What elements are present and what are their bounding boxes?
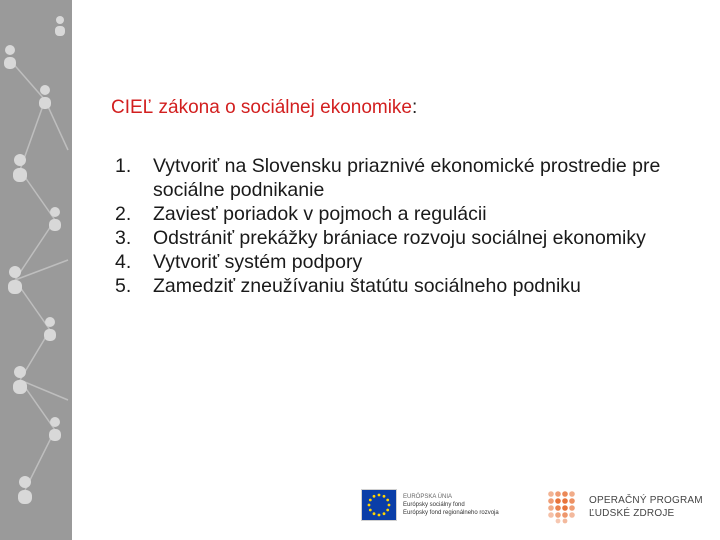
list-item — [115, 250, 715, 274]
goals-list — [115, 154, 715, 298]
op-logo-line1: OPERAČNÝ PROGRAM — [589, 495, 703, 506]
list-item-number: 2. — [115, 203, 132, 225]
list-item-text: Odstrániť prekážky brániace rozvoju sociálnej ekonomiky — [153, 227, 646, 249]
op-logo-text — [589, 494, 703, 520]
eu-logo-text — [403, 493, 499, 517]
list-item-number: 4. — [115, 251, 132, 273]
list-item-number: 5. — [115, 275, 132, 297]
list-item — [115, 154, 715, 202]
list-item-text: Vytvoriť na Slovensku priaznivé ekonomické prostredie pre sociálne podnikanie — [153, 155, 661, 201]
decorative-sidebar — [0, 0, 72, 540]
op-logo — [547, 489, 703, 525]
list-item — [115, 274, 715, 298]
list-item — [115, 202, 715, 226]
list-item-text: Zamedziť zneužívaniu štatútu sociálneho podniku — [153, 275, 581, 297]
slide-title-colon: : — [412, 97, 418, 118]
eu-logo-line2: Európsky fond regionálneho rozvoja — [403, 510, 499, 516]
eu-flag-icon — [361, 489, 397, 521]
op-logo-line2: ĽUDSKÉ ZDROJE — [589, 508, 675, 519]
list-item-text: Zaviesť poriadok v pojmoch a regulácii — [153, 203, 487, 225]
people-network-graphic — [0, 0, 72, 540]
list-item-number: 1. — [115, 155, 132, 177]
slide-title-text: CIEĽ zákona o sociálnej ekonomike — [111, 97, 413, 118]
list-item — [115, 226, 715, 250]
eu-logo — [361, 486, 499, 524]
list-item-number: 3. — [115, 227, 132, 249]
list-item-text: Vytvoriť systém podpory — [153, 251, 363, 273]
slide-title — [111, 97, 417, 119]
eu-logo-heading: EURÓPSKA ÚNIA — [403, 494, 453, 500]
op-dots-icon — [547, 490, 581, 524]
eu-logo-line1: Európsky sociálny fond — [403, 502, 465, 508]
